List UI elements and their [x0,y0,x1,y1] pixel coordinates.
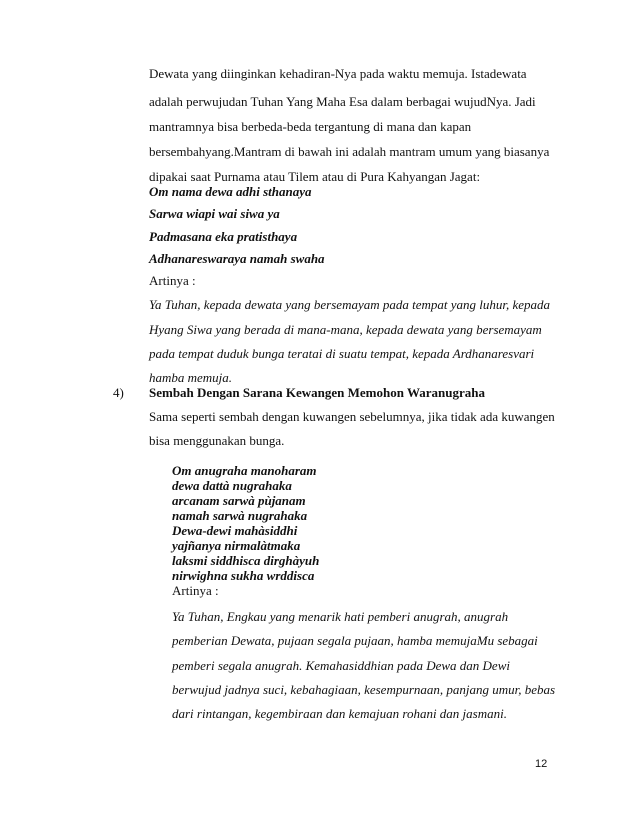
section-text-line: Sama seperti sembah dengan kuwangen sebelumnya, jika tidak ada kuwangen [149,409,555,424]
meaning-line: Hyang Siwa yang berada di mana-mana, kepada dewata yang bersemayam [149,322,542,337]
meaning-label: Artinya : [149,273,196,288]
mantra-line: arcanam sarwà pùjanam [172,493,306,508]
meaning-line: hamba memuja. [149,370,233,385]
mantra-line: laksmi siddhisca dirghàyuh [172,553,320,568]
meaning-line: Ya Tuhan, Engkau yang menarik hati pemberi anugrah, anugrah [172,609,509,624]
meaning-line: pemberian Dewata, pujaan segala pujaan, hamba memujaMu sebagai [172,633,538,648]
mantra-line: Om nama dewa adhi sthanaya [149,184,312,199]
meaning-line: pada tempat duduk bunga teratai di suatu tempat, kepada Ardhanaresvari [149,346,535,361]
intro-line: bersembahyang.Mantram di bawah ini adalah mantram umum yang biasanya [149,144,550,159]
intro-line: mantramnya bisa berbeda-beda tergantung di mana dan kapan [149,119,472,134]
intro-line: dipakai saat Purnama atau Tilem atau di Pura Kahyangan Jagat: [149,169,481,184]
meaning-line: pemberi segala anugrah. Kemahasiddhian pada Dewa dan Dewi [172,658,510,673]
intro-line: adalah perwujudan Tuhan Yang Maha Esa dalam berbagai wujudNya. Jadi [149,94,536,109]
mantra-line: namah sarwà nugrahaka [172,508,308,523]
intro-line: Dewata yang diinginkan kehadiran-Nya pada waktu memuja. Istadewata [149,66,527,81]
meaning-line: berwujud jadnya suci, kebahagiaan, kesempurnaan, panjang umur, bebas [172,682,556,697]
section-heading: Sembah Dengan Sarana Kewangen Memohon Waranugraha [149,385,485,400]
meaning-line: dari rintangan, kegembiraan dan kemajuan rohani dan jasmani. [172,706,507,721]
mantra-line: Om anugraha manoharam [172,463,317,478]
meaning-label: Artinya : [172,583,219,598]
mantra-line: Adhanareswaraya namah swaha [149,251,325,266]
mantra-line: Dewa-dewi mahàsiddhi [172,523,298,538]
section-number: 4) [113,385,124,400]
mantra-line: nirwighna sukha wrddisca [172,568,315,583]
meaning-line: Ya Tuhan, kepada dewata yang bersemayam pada tempat yang luhur, kepada [149,297,551,312]
mantra-line: yajñanya nirmalàtmaka [172,538,301,553]
section-text-line: bisa menggunakan bunga. [149,433,285,448]
mantra-line: dewa dattà nugrahaka [172,478,292,493]
mantra-line: Sarwa wiapi wai siwa ya [149,206,280,221]
mantra-line: Padmasana eka pratisthaya [149,229,298,244]
page-number: 12 [535,758,548,770]
